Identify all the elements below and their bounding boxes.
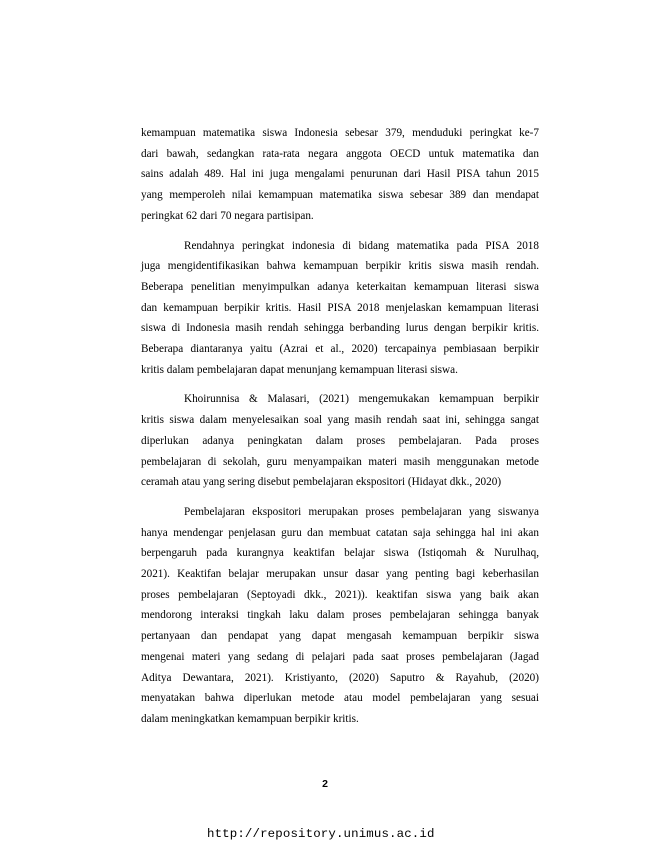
- text-line: juga mengidentifikasikan bahwa kemampuan berpikir kritis siswa masih rendah.: [141, 260, 539, 273]
- page-number: 2: [322, 778, 328, 790]
- text-line: berpengaruh pada kurangnya keaktifan belajar siswa (Istiqomah & Nurulhaq,: [141, 547, 539, 560]
- text-line: kritis siswa dalam menyelesaikan soal yang masih rendah saat ini, sehingga sangat: [141, 414, 539, 427]
- text-line: Aditya Dewantara, 2021). Kristiyanto, (2020) Saputro & Rayahub, (2020): [141, 671, 539, 684]
- text-line: peringkat 62 dari 70 negara partisipan.: [141, 209, 314, 222]
- text-line: Beberapa penelitian menyimpulkan adanya keterkaitan kemampuan literasi siswa: [141, 280, 539, 293]
- text-line: dan kemampuan berpikir kritis. Hasil PISA 2018 menjelaskan kemampuan literasi: [141, 301, 539, 314]
- text-line: ceramah atau yang sering disebut pembelajaran ekspositori (Hidayat dkk., 2020): [141, 476, 502, 489]
- text-line: menyatakan bahwa diperlukan metode atau model pembelajaran yang sesuai: [141, 692, 539, 705]
- text-line: kritis dalam pembelajaran dapat menunjang kemampuan literasi siswa.: [141, 363, 458, 376]
- text-line: Beberapa diantaranya yaitu (Azrai et al., 2020) tercapainya pembiasaan berpikir: [141, 343, 539, 356]
- paragraph-4: [141, 502, 539, 730]
- text-line: Khoirunnisa & Malasari, (2021) mengemukakan kemampuan berpikir: [184, 393, 539, 406]
- text-line: dalam meningkatkan kemampuan berpikir kritis.: [141, 712, 359, 725]
- text-line: Pembelajaran ekspositori merupakan proses pembelajaran yang siswanya: [184, 505, 539, 518]
- footer-url: http://repository.unimus.ac.id: [207, 827, 435, 841]
- text-line: siswa di Indonesia masih rendah sehingga berbanding lurus dengan berpikir kritis.: [141, 322, 539, 335]
- paragraph-2: [141, 236, 539, 381]
- document-body: [141, 123, 539, 730]
- text-line: dari bawah, sedangkan rata-rata negara anggota OECD untuk matematika dan: [141, 147, 539, 160]
- text-line: pertanyaan dan pendapat yang dapat mengasah kemampuan berpikir siswa: [141, 630, 539, 643]
- text-line: proses pembelajaran (Septoyadi dkk., 2021)). keaktifan siswa yang baik akan: [141, 588, 539, 601]
- text-line: sains adalah 489. Hal ini juga mengalami penurunan dari Hasil PISA tahun 2015: [141, 168, 539, 181]
- text-line: Rendahnya peringkat indonesia di bidang matematika pada PISA 2018: [184, 239, 539, 252]
- text-line: pembelajaran di sekolah, guru menyampaikan materi masih menggunakan metode: [141, 455, 539, 468]
- text-line: mengenai materi yang sedang di pelajari pada saat proses pembelajaran (Jagad: [141, 650, 539, 663]
- text-line: yang memperoleh nilai kemampuan matematika siswa sebesar 389 dan mendapat: [141, 189, 539, 202]
- paragraph-3: [141, 389, 539, 493]
- paragraph-1: [141, 123, 539, 227]
- text-line: mendorong interaksi tingkah laku dalam proses pembelajaran sehingga banyak: [141, 609, 539, 622]
- text-line: 2021). Keaktifan belajar merupakan unsur dasar yang penting bagi keberhasilan: [141, 568, 539, 581]
- text-line: diperlukan adanya peningkatan dalam proses pembelajaran. Pada proses: [141, 434, 539, 447]
- text-line: hanya mendengar penjelasan guru dan membuat catatan saja sehingga hal ini akan: [141, 526, 539, 539]
- text-line: kemampuan matematika siswa Indonesia sebesar 379, menduduki peringkat ke-7: [141, 127, 539, 139]
